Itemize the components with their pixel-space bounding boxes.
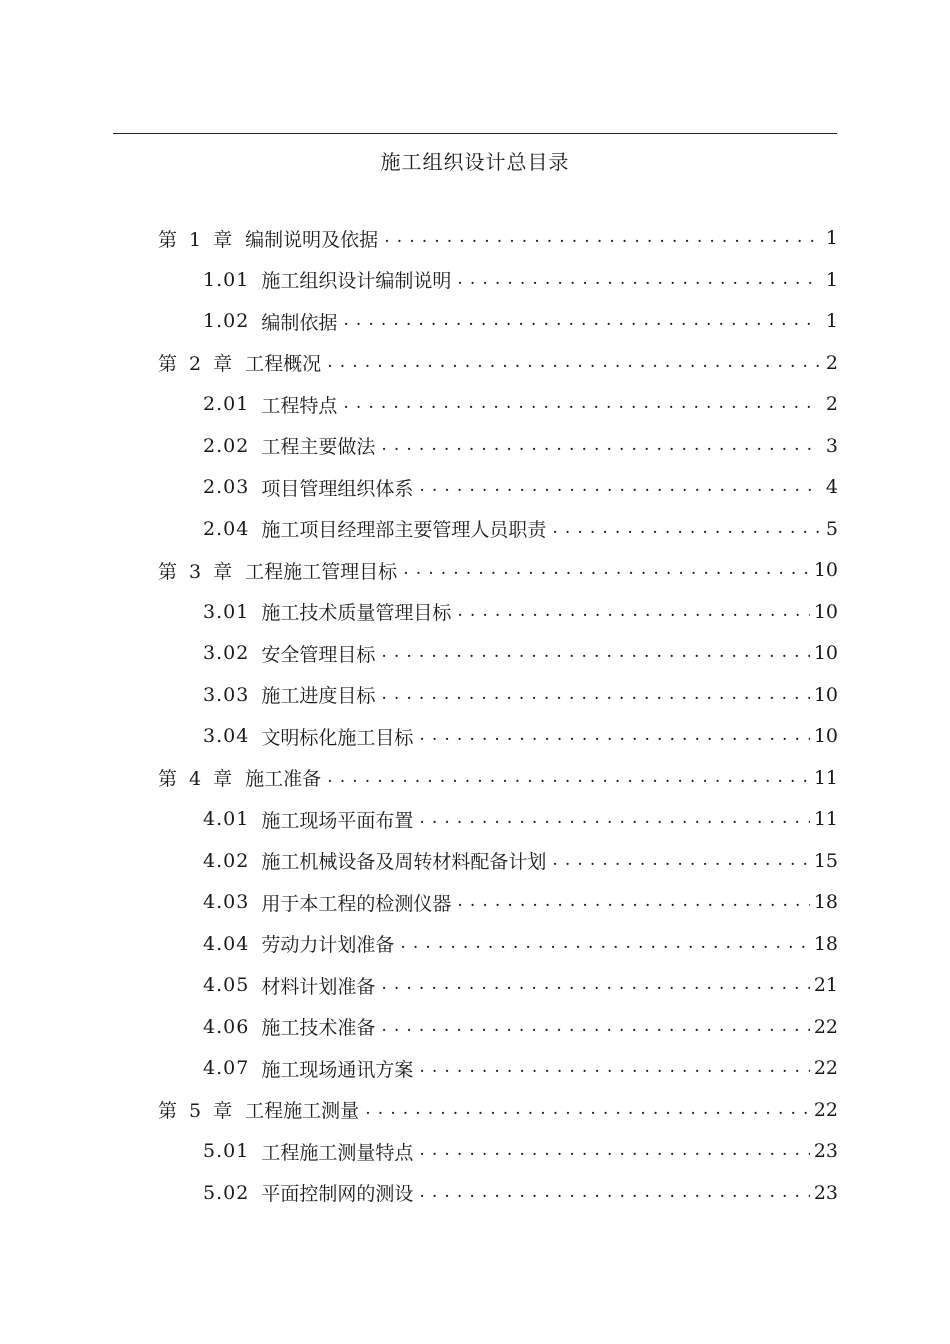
toc-dot-leader [455,601,809,623]
toc-entry-title: 工程施工测量特点 [261,1141,414,1164]
toc-entry-number: 第 2 章 [158,353,234,375]
toc-page-number: 11 [813,808,838,830]
toc-entry-number: 2.03 [203,476,250,498]
toc-dot-leader [417,808,809,830]
toc-entry-number: 5.01 [203,1140,250,1162]
header-rule [113,133,837,134]
toc-dot-leader [401,559,810,581]
toc-page-number: 2 [825,393,838,415]
toc-entry-number: 3.02 [203,642,250,664]
toc-dot-leader [341,310,820,332]
toc-page-number: 15 [813,849,838,872]
toc-page-number: 3 [825,434,838,457]
toc-entry-number: 4.06 [203,1015,250,1038]
toc-chapter-row[interactable] [158,223,838,253]
toc-dot-leader [455,891,809,913]
toc-dot-leader [325,767,810,789]
toc-entry-number: 4.02 [203,849,250,872]
toc-page-number: 1 [825,227,838,249]
toc-entry-number: 第 5 章 [158,1100,234,1122]
toc-page-number: 1 [825,268,838,291]
toc-entry-number: 4.03 [203,891,250,913]
toc-dot-leader [417,1140,809,1162]
toc-entry-title: 项目管理组织体系 [261,477,414,500]
toc-dot-leader [550,518,820,540]
toc-entry-title: 工程特点 [261,394,338,417]
toc-dot-leader [417,1182,809,1204]
toc-entry-title: 施工技术质量管理目标 [261,602,452,624]
toc-entry-title: 编制依据 [261,311,338,334]
toc-entry-title: 施工技术准备 [261,1017,376,1039]
toc-dot-leader [379,684,809,706]
toc-section-row[interactable] [203,472,838,502]
toc-page-number: 2 [825,351,838,374]
toc-entry-number: 2.04 [203,517,250,540]
toc-entry-title: 材料计划准备 [261,975,376,998]
toc-page-number: 18 [813,891,838,913]
toc-entry-title: 施工现场通讯方案 [261,1058,414,1081]
toc-dot-leader [417,476,820,498]
toc-dot-leader [341,393,820,415]
toc-page-number: 21 [813,974,838,996]
toc-entry-number: 4.07 [203,1057,250,1079]
toc-entry-title: 施工准备 [245,768,322,790]
toc-section-row[interactable] [203,929,838,959]
toc-page-number: 22 [813,1098,838,1121]
toc-entry-number: 3.04 [203,725,250,747]
toc-entry-title: 施工现场平面布置 [261,809,414,832]
toc-entry-title: 施工机械设备及周转材料配备计划 [261,851,547,873]
toc-entry-number: 2.01 [203,393,250,415]
toc-page-number: 22 [813,1015,838,1038]
toc-page-number: 11 [813,766,838,789]
toc-section-row[interactable] [203,721,838,751]
toc-dot-leader [382,227,820,249]
toc-chapter-row[interactable] [158,1095,838,1125]
toc-dot-leader [398,933,809,955]
toc-entry-title: 施工项目经理部主要管理人员职责 [261,519,547,541]
toc-entry-title: 劳动力计划准备 [261,934,395,956]
toc-entry-title: 施工进度目标 [261,685,376,707]
toc-chapter-row[interactable] [158,348,838,378]
toc-page-number: 1 [825,310,838,332]
toc-page-number: 18 [813,932,838,955]
toc-dot-leader [455,269,820,291]
toc-entry-title: 安全管理目标 [261,643,376,666]
toc-entry-number: 第 3 章 [158,560,234,583]
toc-section-row[interactable] [203,597,838,627]
toc-entry-number: 1.02 [203,310,250,332]
toc-page-number: 10 [813,683,838,706]
toc-chapter-row[interactable] [158,763,838,793]
toc-page-number: 5 [825,517,838,540]
toc-section-row[interactable] [203,638,838,668]
toc-entry-number: 1.01 [203,268,250,291]
toc-entry-number: 3.03 [203,683,250,706]
toc-entry-title: 施工组织设计编制说明 [261,270,452,292]
toc-entry-number: 4.05 [203,974,250,996]
toc-page-number: 10 [813,725,838,747]
toc-page-number: 10 [813,642,838,664]
toc-section-row[interactable] [203,804,838,834]
toc-entry-number: 第 4 章 [158,768,234,790]
toc-section-row[interactable] [203,1178,838,1208]
toc-section-row[interactable] [203,970,838,1000]
toc-dot-leader [379,974,809,996]
toc-section-row[interactable] [203,846,838,876]
toc-section-row[interactable] [203,1136,838,1166]
toc-chapter-row[interactable] [158,555,838,585]
toc-dot-leader [325,352,820,374]
toc-entry-title: 用于本工程的检测仪器 [261,892,452,915]
toc-section-row[interactable] [203,389,838,419]
toc-dot-leader [417,725,809,747]
toc-dot-leader [550,850,809,872]
toc-section-row[interactable] [203,887,838,917]
toc-entry-number: 4.04 [203,932,250,955]
toc-section-row[interactable] [203,306,838,336]
toc-page-number: 10 [813,600,838,623]
toc-entry-number: 5.02 [203,1181,250,1204]
toc-section-row[interactable] [203,1012,838,1042]
toc-entry-title: 工程主要做法 [261,436,376,458]
toc-entry-number: 2.02 [203,434,250,457]
toc-dot-leader [379,642,809,664]
toc-dot-leader [363,1099,810,1121]
toc-entry-number: 4.01 [203,808,250,830]
toc-entry-title: 工程施工管理目标 [245,560,398,583]
toc-dot-leader [379,435,820,457]
toc-page-number: 23 [813,1181,838,1204]
toc-dot-leader [379,1016,809,1038]
toc-entry-title: 工程概况 [245,353,322,375]
toc-section-row[interactable] [203,514,838,544]
toc-section-row[interactable] [203,431,838,461]
toc-page-number: 10 [813,559,838,581]
toc-section-row[interactable] [203,1053,838,1083]
toc-section-row[interactable] [203,680,838,710]
toc-page-number: 4 [825,476,838,498]
toc-page-number: 23 [813,1140,838,1162]
toc-entry-title: 文明标化施工目标 [261,726,414,749]
toc-entry-title: 平面控制网的测设 [261,1183,414,1205]
toc-section-row[interactable] [203,265,838,295]
toc-entry-title: 工程施工测量 [245,1100,360,1122]
toc-entry-number: 第 1 章 [158,228,234,251]
toc-entry-title: 编制说明及依据 [245,228,379,251]
toc-dot-leader [417,1057,809,1079]
toc-entry-number: 3.01 [203,600,250,623]
document-title: 施工组织设计总目录 [380,150,570,174]
toc-page-number: 22 [813,1057,838,1079]
